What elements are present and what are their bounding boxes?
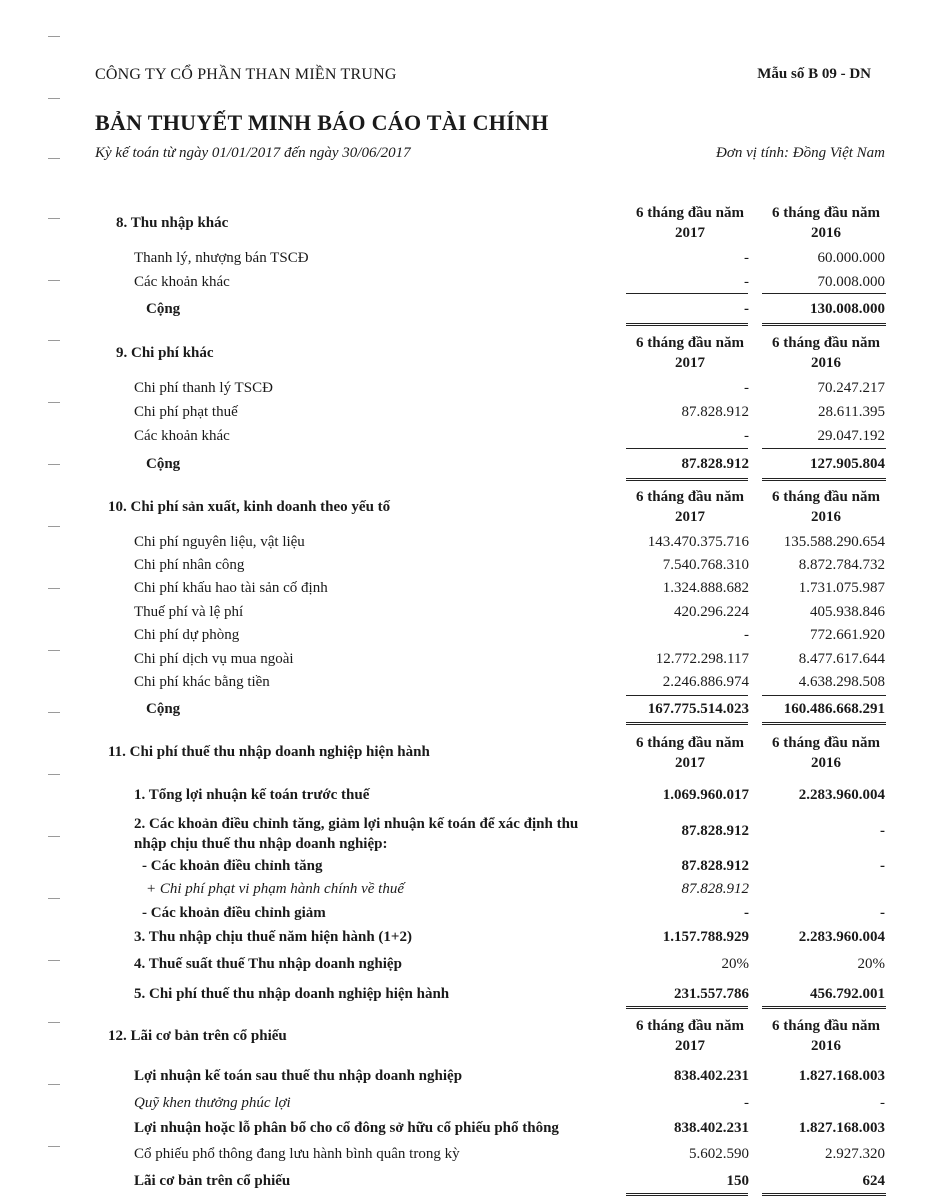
total-double-rule xyxy=(762,722,886,725)
total-double-rule xyxy=(626,323,748,326)
table-row: Thanh lý, nhượng bán TSCĐ - 60.000.000 xyxy=(134,250,885,266)
table-row: Chi phí phạt thuế 87.828.912 28.611.395 xyxy=(134,404,885,420)
total-double-rule xyxy=(626,478,748,481)
table-row: 5. Chi phí thuế thu nhập doanh nghiệp hiện hành 231.557.786 456.792.001 xyxy=(134,986,885,1002)
table-row: Cổ phiếu phổ thông đang lưu hành bình quân trong kỳ 5.602.590 2.927.320 xyxy=(134,1146,885,1162)
col-header-2016: 6 tháng đầu năm 2016 xyxy=(772,335,880,371)
subtotal-rule xyxy=(626,448,748,449)
col-header-2017: 6 tháng đầu năm 2017 xyxy=(636,1018,744,1054)
total-row: Cộng - 130.008.000 xyxy=(146,301,885,317)
total-double-rule xyxy=(626,1193,748,1196)
currency-unit: Đơn vị tính: Đồng Việt Nam xyxy=(716,145,885,161)
subtotal-rule xyxy=(762,448,886,449)
total-row: Cộng 167.775.514.023 160.486.668.291 xyxy=(146,701,885,717)
table-row: Các khoản khác - 29.047.192 xyxy=(134,428,885,444)
col-header-2017: 6 tháng đầu năm 2017 xyxy=(636,735,744,771)
accounting-period: Kỳ kế toán từ ngày 01/01/2017 đến ngày 30/06/2017 xyxy=(95,145,411,161)
section-title-12: 12. Lãi cơ bản trên cổ phiếu xyxy=(108,1028,287,1044)
table-row: 1. Tổng lợi nhuận kế toán trước thuế 1.069.960.017 2.283.960.004 xyxy=(134,787,885,803)
subtotal-rule xyxy=(762,695,886,696)
col-header-2016: 6 tháng đầu năm 2016 xyxy=(772,1018,880,1054)
total-row: Cộng 87.828.912 127.905.804 xyxy=(146,456,885,472)
subtotal-rule xyxy=(626,293,748,294)
table-row: 3. Thu nhập chịu thuế năm hiện hành (1+2) 1.157.788.929 2.283.960.004 xyxy=(134,929,885,945)
table-row: Chi phí nhân công 7.540.768.310 8.872.784.732 xyxy=(134,557,885,573)
table-row: - Các khoản điều chỉnh giảm - - xyxy=(142,905,885,921)
multiline-label: 2. Các khoản điều chỉnh tăng, giảm lợi nhuận kế toán để xác định thu nhập chịu thuế thu nhập doanh nghiệp: xyxy=(134,816,579,852)
total-double-rule xyxy=(762,478,886,481)
table-row: + Chi phí phạt vi phạm hành chính về thuế 87.828.912 xyxy=(146,881,749,897)
col-header-2016: 6 tháng đầu năm 2016 xyxy=(772,489,880,525)
form-code: Mẫu số B 09 - DN xyxy=(757,66,871,82)
total-double-rule xyxy=(762,1006,886,1009)
table-row: Lợi nhuận hoặc lỗ phân bổ cho cổ đông sở hữu cổ phiếu phổ thông 838.402.231 1.827.168.003 xyxy=(134,1120,885,1136)
col-header-2017: 6 tháng đầu năm 2017 xyxy=(636,489,744,525)
subtotal-rule xyxy=(626,695,748,696)
table-row: Chi phí nguyên liệu, vật liệu 143.470.375.716 135.588.290.654 xyxy=(134,534,885,550)
table-row: Lợi nhuận kế toán sau thuế thu nhập doanh nghiệp 838.402.231 1.827.168.003 xyxy=(134,1068,885,1084)
col-header-2017: 6 tháng đầu năm 2017 xyxy=(636,335,744,371)
table-row: 87.828.912 - xyxy=(681,823,885,839)
total-double-rule xyxy=(762,323,886,326)
col-header-2017: 6 tháng đầu năm 2017 xyxy=(636,205,744,241)
total-double-rule xyxy=(626,722,748,725)
col-header-2016: 6 tháng đầu năm 2016 xyxy=(772,205,880,241)
section-title-11: 11. Chi phí thuế thu nhập doanh nghiệp hiện hành xyxy=(108,744,430,760)
total-double-rule xyxy=(762,1193,886,1196)
table-row: Thuế phí và lệ phí 420.296.224 405.938.846 xyxy=(134,604,885,620)
table-row: Chi phí thanh lý TSCĐ - 70.247.217 xyxy=(134,380,885,396)
table-row: Các khoản khác - 70.008.000 xyxy=(134,274,885,290)
document-title: BẢN THUYẾT MINH BÁO CÁO TÀI CHÍNH xyxy=(95,110,549,135)
section-title-10: 10. Chi phí sản xuất, kinh doanh theo yếu tố xyxy=(108,499,391,515)
section-title-9: 9. Chi phí khác xyxy=(116,345,214,361)
total-double-rule xyxy=(626,1006,748,1009)
table-row: Lãi cơ bản trên cổ phiếu 150 624 xyxy=(134,1173,885,1189)
table-row: Chi phí dịch vụ mua ngoài 12.772.298.117 8.477.617.644 xyxy=(134,651,885,667)
table-row: Chi phí dự phòng - 772.661.920 xyxy=(134,627,885,643)
company-name: CÔNG TY CỔ PHẦN THAN MIỀN TRUNG xyxy=(95,66,397,83)
subtotal-rule xyxy=(762,293,886,294)
table-row: 4. Thuế suất thuế Thu nhập doanh nghiệp 20% 20% xyxy=(134,956,885,972)
table-row: Quỹ khen thưởng phúc lợi - - xyxy=(134,1095,885,1111)
col-header-2016: 6 tháng đầu năm 2016 xyxy=(772,735,880,771)
table-row: - Các khoản điều chỉnh tăng 87.828.912 - xyxy=(142,858,885,874)
table-row: Chi phí khấu hao tài sản cố định 1.324.888.682 1.731.075.987 xyxy=(134,580,885,596)
section-title-8: 8. Thu nhập khác xyxy=(116,215,229,231)
table-row: Chi phí khác bằng tiền 2.246.886.974 4.638.298.508 xyxy=(134,674,885,690)
